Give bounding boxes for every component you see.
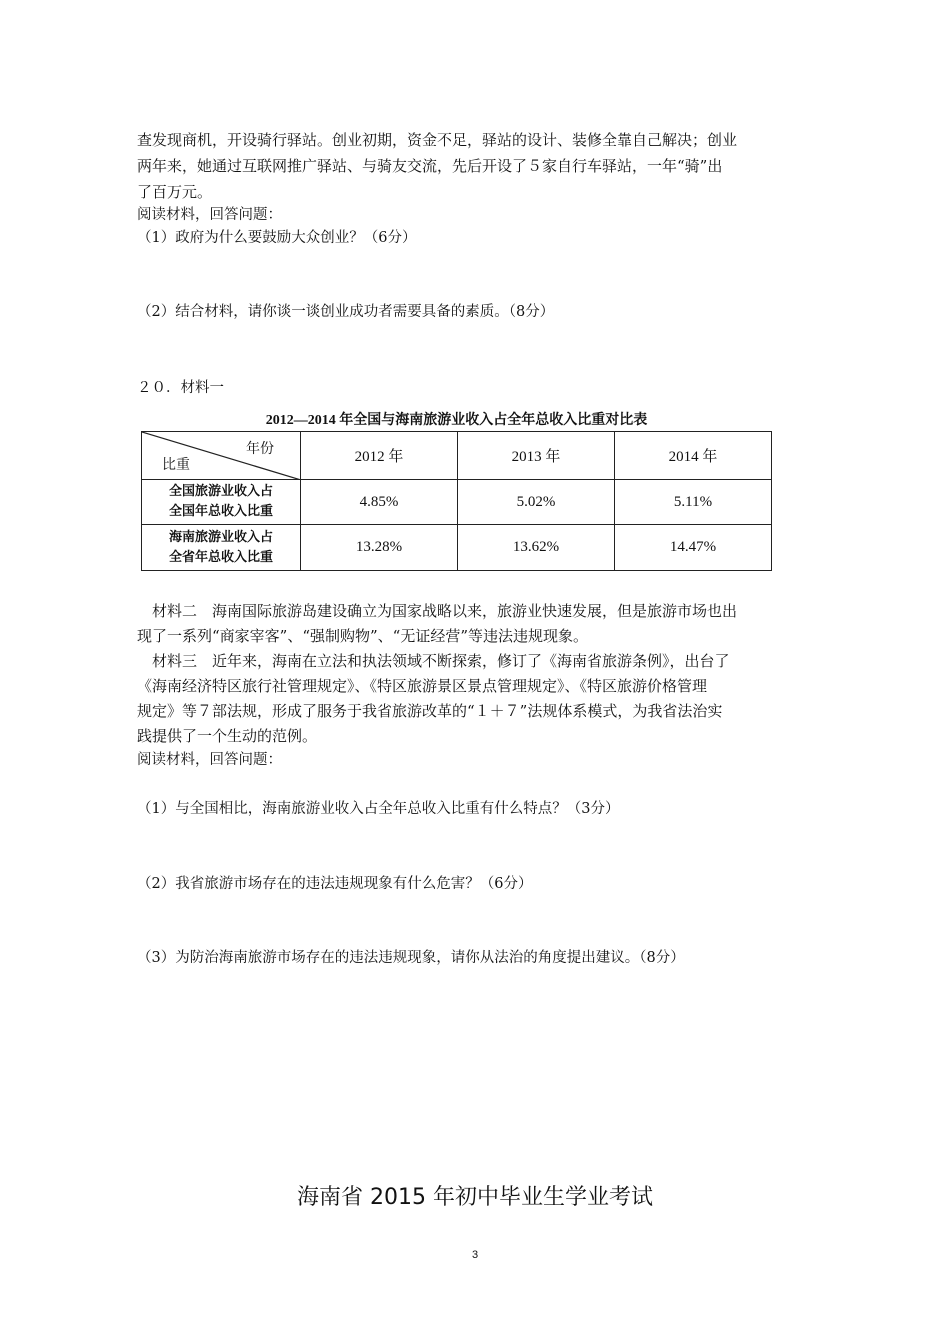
table-header-row <box>142 432 772 480</box>
question-20-1: （1）与全国相比，海南旅游业收入占全年总收入比重有什么特点？（3分） <box>137 801 620 817</box>
material-3-line: 《海南经济特区旅行社管理规定》、《特区旅游景区景点管理规定》、《特区旅游价格管理 <box>137 677 708 695</box>
year-header: 2013 年 <box>458 432 615 480</box>
year-header: 2014 年 <box>615 432 772 480</box>
table-cell: 13.62% <box>458 525 615 571</box>
corner-year-label: 年份 <box>246 441 274 457</box>
row-label <box>142 480 301 525</box>
table-cell: 13.28% <box>301 525 458 571</box>
question-1: （1）政府为什么要鼓励大众创业？（6分） <box>137 230 417 246</box>
corner-ratio-label: 比重 <box>162 457 190 473</box>
material-3-line: 材料三 近年来，海南在立法和执法领域不断探索，修订了《海南省旅游条例》，出台了 <box>152 652 730 670</box>
material-3-line: 规定》等７部法规，形成了服务于我省旅游改革的“１＋７”法规体系模式，为我省法治实 <box>137 702 723 720</box>
material-3-line: 践提供了一个生动的范例。 <box>137 727 318 745</box>
corner-cell <box>142 432 301 480</box>
table-caption: 2012—2014 年全国与海南旅游业收入占全年总收入比重对比表 <box>265 413 648 428</box>
text-line: 查发现商机，开设骑行驿站。创业初期，资金不足，驿站的设计、装修全靠自己解决；创业 <box>137 131 738 149</box>
row-label-line: 海南旅游业收入占 <box>168 529 273 545</box>
row-label-line: 全省年总收入比重 <box>168 549 273 565</box>
question-20-2: （2）我省旅游市场存在的违法违规现象有什么危害？（6分） <box>137 876 533 892</box>
question-2: （2）结合材料，请你谈一谈创业成功者需要具备的素质。（8分） <box>137 304 555 320</box>
material-2-line: 材料二 海南国际旅游岛建设确立为国家战略以来，旅游业快速发展，但是旅游市场也出 <box>152 602 738 620</box>
table-row <box>142 525 772 571</box>
table-cell: 4.85% <box>301 480 458 525</box>
exam-title: 海南省 2015 年初中毕业生学业考试 <box>297 1185 653 1210</box>
table-cell: 5.02% <box>458 480 615 525</box>
text-line: 两年来，她通过互联网推广驿站、与骑友交流，先后开设了５家自行车驿站，一年“骑”出 <box>137 157 723 175</box>
tourism-ratio-table <box>141 431 772 571</box>
question-20-3: （3）为防治海南旅游市场存在的违法违规现象，请你从法治的角度提出建议。（8分） <box>137 950 685 966</box>
material-2-line: 现了一系列“商家宰客”、“强制购物”、“无证经营”等违法违规现象。 <box>137 627 589 645</box>
year-header: 2012 年 <box>301 432 458 480</box>
question-20-heading: ２０．材料一 <box>137 380 224 396</box>
row-label-line: 全国年总收入比重 <box>168 504 273 519</box>
read-prompt: 阅读材料，回答问题： <box>137 752 282 768</box>
table-row <box>142 480 772 525</box>
table-cell: 14.47% <box>615 525 772 571</box>
page-number: 3 <box>471 1249 479 1261</box>
row-label-line: 全国旅游业收入占 <box>168 484 273 499</box>
read-prompt: 阅读材料，回答问题： <box>137 207 282 223</box>
row-label <box>142 525 301 571</box>
text-line: 了百万元。 <box>137 183 213 201</box>
table-cell: 5.11% <box>615 480 772 525</box>
